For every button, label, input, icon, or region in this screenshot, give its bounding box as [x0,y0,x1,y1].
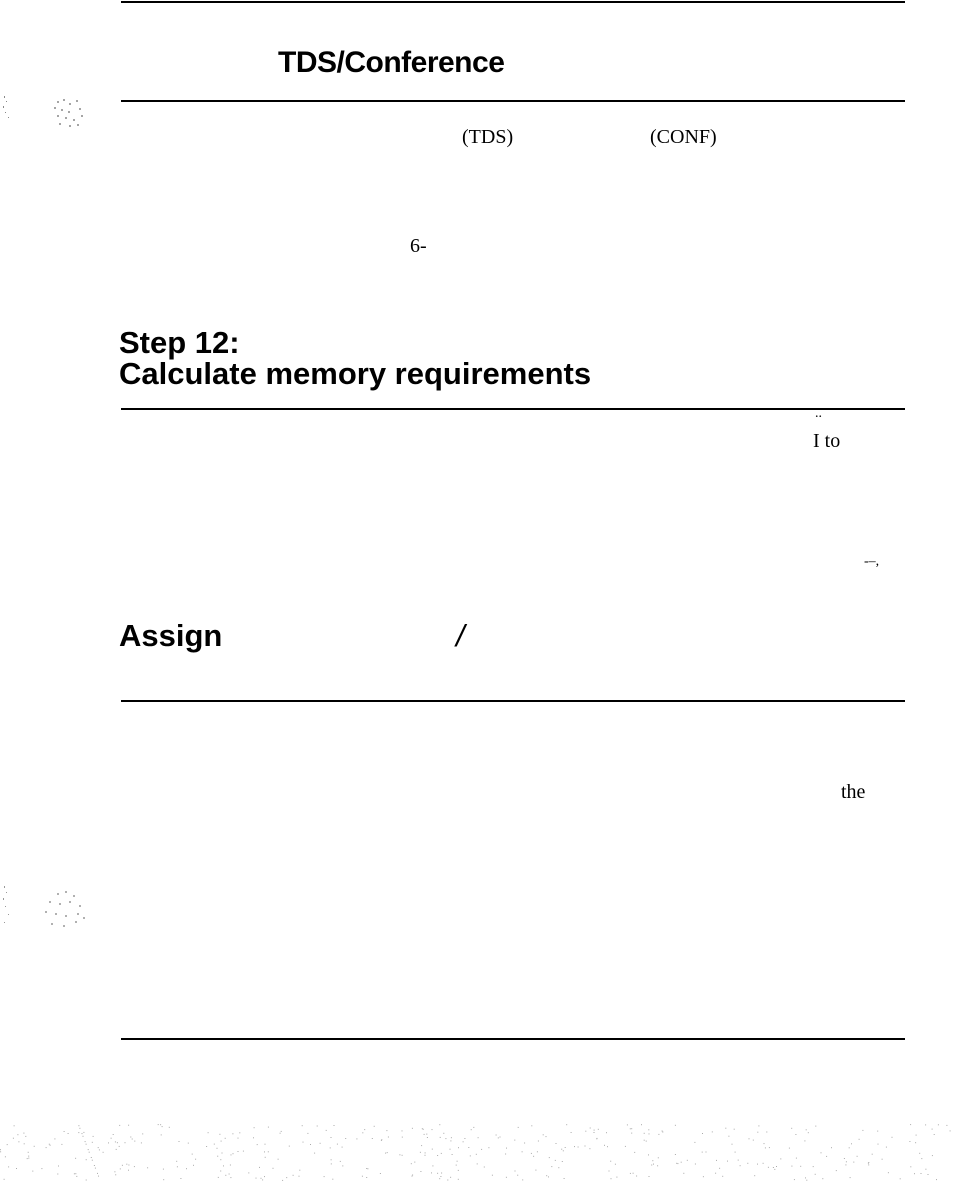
text-fragment-the: the [841,781,866,803]
text-fragment-dots: .. [815,406,822,421]
assign-rule [121,700,905,702]
text-fragment-6: 6- [410,235,427,257]
top-rule [121,1,905,3]
tds-abbrev: (TDS) [462,126,514,148]
step-label: Step 12: [119,325,240,360]
scan-noise-strip [0,1120,958,1182]
text-fragment-i-to: I to [813,430,841,452]
conf-abbrev: (CONF) [650,126,717,148]
scan-speckle-mark [0,92,95,142]
tds-conference-rule [121,100,905,102]
tds-conference-heading: TDS/Conference [278,46,505,79]
step-title: Calculate memory requirements [119,356,592,391]
scan-speckle-mark-lower [0,880,95,940]
bottom-rule [121,1038,905,1040]
text-fragment-dash: -–, [864,554,880,569]
assign-slash: / [456,618,465,653]
step12-rule [121,408,905,410]
assign-heading: Assign [119,618,223,653]
